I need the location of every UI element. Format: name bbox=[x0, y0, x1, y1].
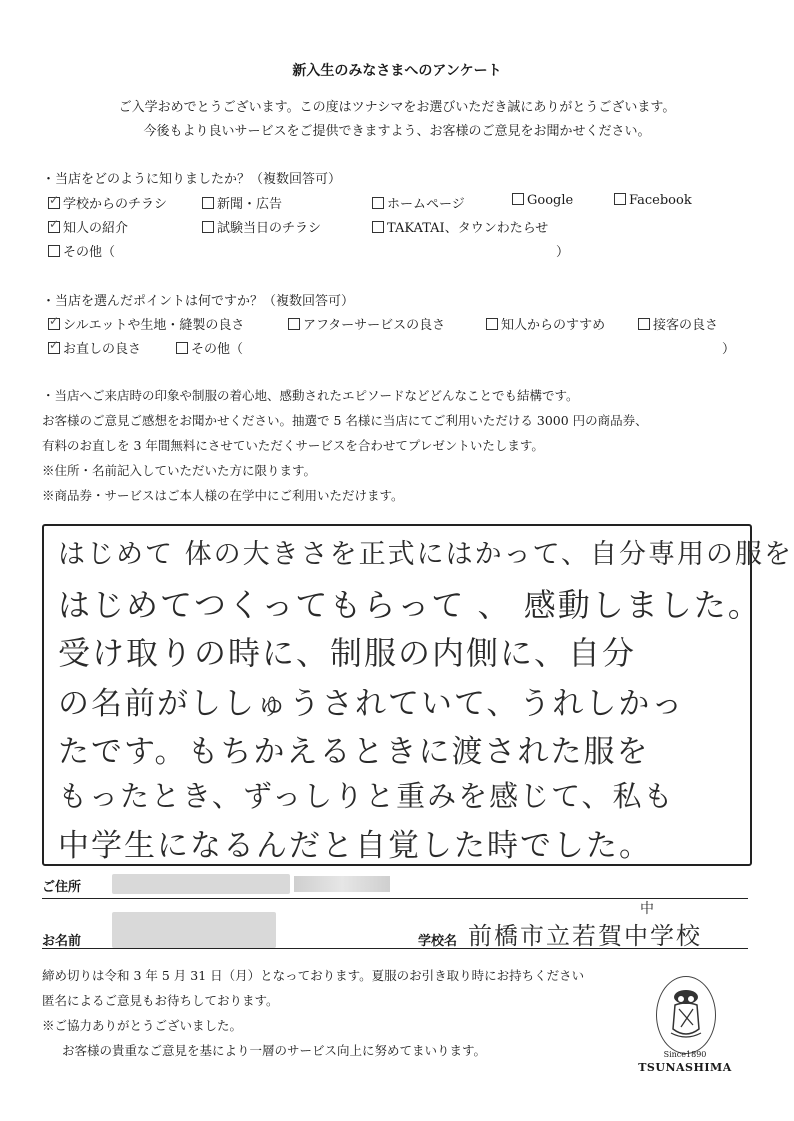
checkbox[interactable] bbox=[288, 318, 300, 330]
q1-option-newspaper[interactable]: 新聞・広告 bbox=[202, 193, 282, 212]
q2-option-other[interactable]: その他（ bbox=[176, 338, 243, 357]
address-redacted-2 bbox=[294, 876, 390, 892]
q2-option-alterations[interactable]: ✓お直しの良さ bbox=[48, 338, 141, 357]
survey-title: 新入生のみなさまへのアンケート bbox=[292, 63, 502, 79]
owl-icon bbox=[657, 977, 715, 1053]
q3-note-2: 有料のお直しを 3 年間無料にさせていただくサービスを合わせてプレゼントいたします。 bbox=[42, 438, 544, 453]
checkbox[interactable] bbox=[372, 197, 384, 209]
checkbox[interactable] bbox=[176, 342, 188, 354]
name-label: お名前 bbox=[42, 934, 82, 949]
footer-line-3: ※ご協力ありがとうございました。 bbox=[42, 1018, 243, 1033]
q2-option-customer-service[interactable]: 接客の良さ bbox=[638, 314, 718, 333]
q1-option-facebook[interactable]: Facebook bbox=[614, 193, 692, 208]
tsunashima-logo bbox=[656, 976, 716, 1054]
answer-line-6: もったとき、ずっしりと重みを感じて、私も bbox=[58, 779, 675, 813]
answer-line-2: はじめてつくってもらって 、 感動しました。 bbox=[58, 586, 762, 624]
q3-note-4: ※商品券・サービスはご本人様の在学中にご利用いただけます。 bbox=[42, 488, 404, 503]
address-label: ご住所 bbox=[42, 880, 82, 895]
footer-line-2: 匿名によるご意見もお待ちしております。 bbox=[42, 993, 279, 1008]
checkbox[interactable] bbox=[512, 193, 524, 205]
answer-line-1: はじめて 体の大きさを正式にはかって、自分専用の服を bbox=[58, 539, 794, 570]
checkbox-checked[interactable] bbox=[48, 342, 60, 354]
answer-line-5: たです。もちかえるときに渡された服を bbox=[58, 734, 650, 770]
q3-note-3: ※住所・名前記入していただいた方に限ります。 bbox=[42, 463, 317, 478]
checkbox[interactable] bbox=[486, 318, 498, 330]
question-2: ・当店を選んだポイントは何ですか？（複数回答可） bbox=[42, 294, 355, 309]
q1-option-school-flyer[interactable]: ✓学校からのチラシ bbox=[48, 193, 167, 212]
checkbox[interactable] bbox=[202, 221, 214, 233]
question-1: ・当店をどのように知りましたか？（複数回答可） bbox=[42, 172, 342, 187]
checkbox[interactable] bbox=[202, 197, 214, 209]
checkbox[interactable] bbox=[614, 193, 626, 205]
q1-option-takatai[interactable]: TAKATAI、タウンわたらせ bbox=[372, 217, 548, 236]
name-redacted bbox=[112, 912, 276, 948]
checkbox[interactable] bbox=[638, 318, 650, 330]
address-redacted bbox=[112, 874, 290, 894]
footer-line-1: 締め切りは令和 3 年 5 月 31 日（月）となっております。夏服のお引き取り時にお持ちください bbox=[42, 968, 585, 983]
intro-line-2: 今後もより良いサービスをご提供できますよう、お客様のご意見をお聞かせください。 bbox=[143, 124, 651, 139]
school-value: 前橋市立若賀中学校 bbox=[468, 922, 702, 950]
intro-line-1: ご入学おめでとうございます。この度はツナシマをお選びいただき誠にありがとうございます。 bbox=[118, 100, 676, 115]
checkbox[interactable] bbox=[372, 221, 384, 233]
footer-line-4: お客様の貴重なご意見を基により一層のサービス向上に努めてまいります。 bbox=[62, 1043, 487, 1058]
checkbox-checked[interactable] bbox=[48, 197, 60, 209]
q2-option-recommendation[interactable]: 知人からのすすめ bbox=[486, 314, 605, 333]
school-correction: 中 bbox=[640, 901, 654, 917]
school-label: 学校名 bbox=[418, 934, 458, 949]
checkbox-checked[interactable] bbox=[48, 221, 60, 233]
logo-name: TSUNASHIMA bbox=[638, 1061, 732, 1074]
q1-other-close: ） bbox=[556, 245, 570, 260]
name-underline bbox=[42, 948, 748, 949]
logo-since: Since1890 bbox=[663, 1050, 707, 1059]
q1-option-other[interactable]: その他（ bbox=[48, 241, 115, 260]
q3-note-1: お客様のご意見ご感想をお聞かせください。抽選で 5 名様に当店にてご利用いただける 3000 円の商品券、 bbox=[42, 413, 648, 428]
q2-option-silhouette[interactable]: ✓シルエットや生地・縫製の良さ bbox=[48, 314, 244, 333]
question-3: ・当店へご来店時の印象や制服の着心地、感動されたエピソードなどどんなことでも結構です。 bbox=[42, 388, 579, 403]
q1-option-homepage[interactable]: ホームページ bbox=[372, 193, 465, 212]
q1-option-exam-day-flyer[interactable]: 試験当日のチラシ bbox=[202, 217, 321, 236]
q2-other-close: ） bbox=[722, 342, 736, 357]
q1-option-google[interactable]: Google bbox=[512, 193, 573, 208]
checkbox-checked[interactable] bbox=[48, 318, 60, 330]
q2-option-after-service[interactable]: アフターサービスの良さ bbox=[288, 314, 445, 333]
checkbox[interactable] bbox=[48, 245, 60, 257]
answer-line-3: 受け取りの時に、制服の内側に、自分 bbox=[58, 634, 637, 672]
q1-option-acquaintance[interactable]: ✓知人の紹介 bbox=[48, 217, 128, 236]
answer-line-7: 中学生になるんだと自覚した時でした。 bbox=[58, 828, 652, 864]
answer-line-4: の名前がししゅうされていて、うれしかっ bbox=[58, 686, 685, 722]
